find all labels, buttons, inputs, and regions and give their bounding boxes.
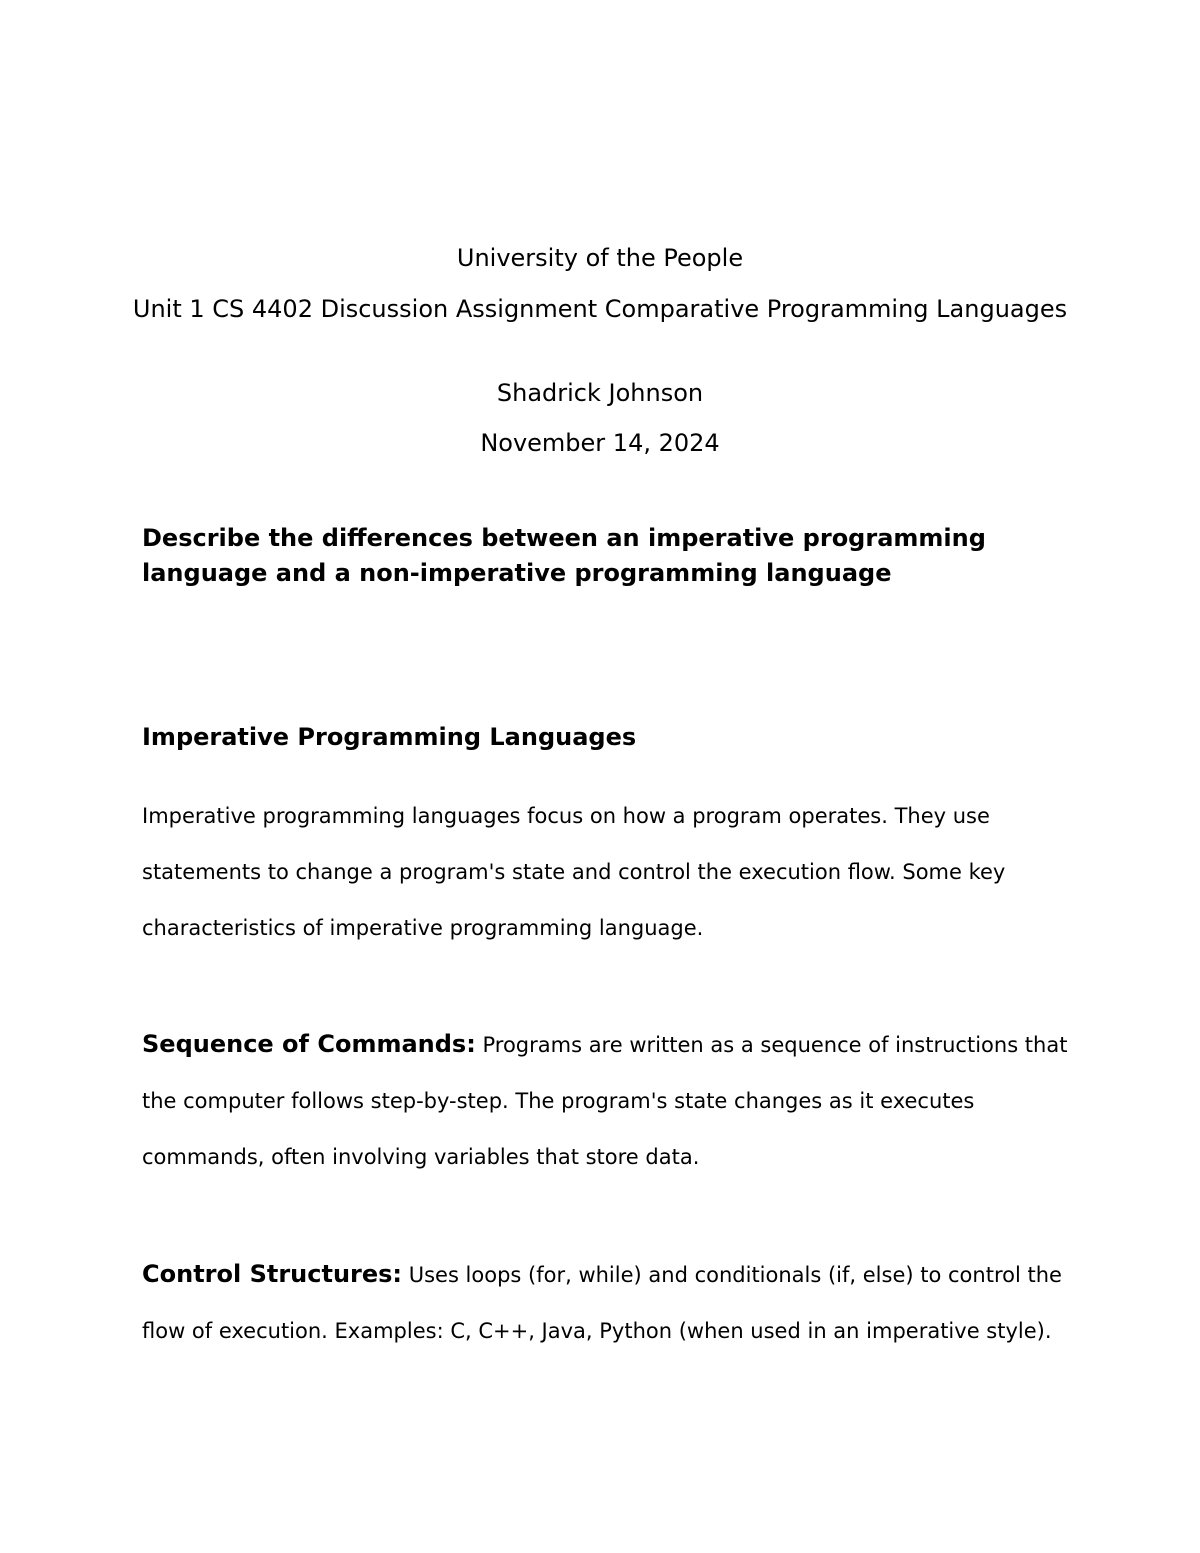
- sequence-paragraph: [142, 1016, 1082, 1185]
- section-heading-imperative: Imperative Programming Languages: [142, 723, 637, 751]
- intro-paragraph: Imperative programming languages focus on how a program operates. They use statements to change a program's state and control the execution flow. Some key characteristics of imperative programming language.: [142, 804, 1006, 940]
- sequence-text: Programs are written as a sequence of instructions that the computer follows step-by-step. The program's state changes as it executes commands, often involving variables that store data.: [142, 1033, 1068, 1169]
- author-name: Shadrick Johnson: [496, 379, 704, 407]
- submission-date: November 14, 2024: [480, 429, 720, 457]
- control-label: Control Structures:: [142, 1260, 403, 1288]
- control-text: Uses loops (for, while) and conditionals (if, else) to control the flow of execution. Examples: C, C++, Java, Python (when used in an imperative style).: [142, 1263, 1062, 1343]
- question-heading: Describe the differences between an imperative programming language and a non-imperative programming language: [142, 524, 986, 587]
- institution-name: University of the People: [456, 244, 744, 272]
- control-paragraph: [142, 1246, 1082, 1359]
- course-title: Unit 1 CS 4402 Discussion Assignment Comparative Programming Languages: [132, 295, 1068, 323]
- sequence-label: Sequence of Commands:: [142, 1030, 476, 1058]
